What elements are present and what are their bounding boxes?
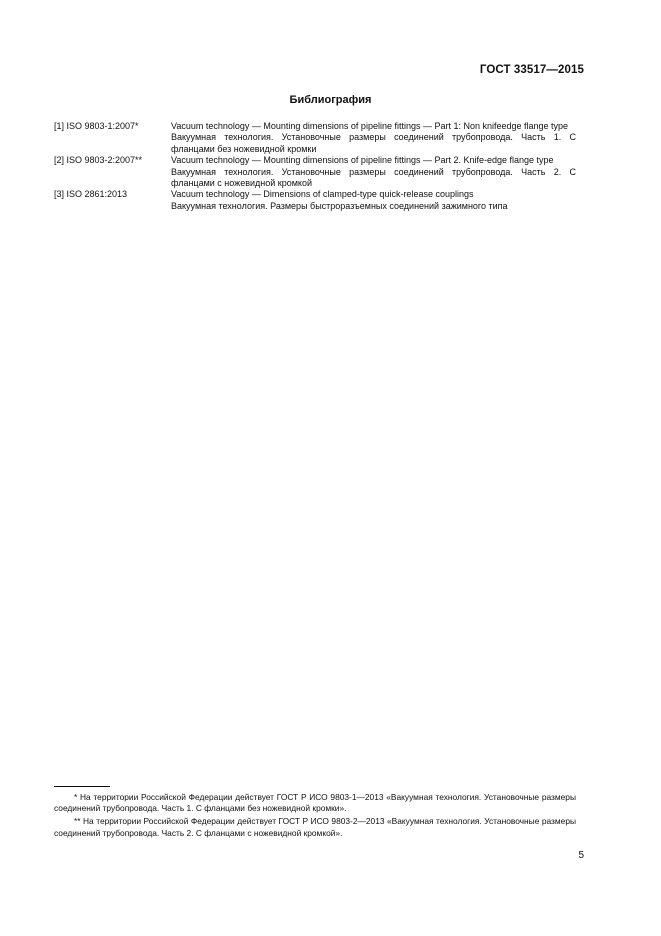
entry-title-russian: Вакуумная технология. Установочные размеры соединений трубопровода. Часть 2. С фланцами с ножевидной кромкой (171, 166, 576, 189)
entry-reference: [3] ISO 2861:2013 (54, 189, 128, 200)
entry-title-russian: Вакуумная технология. Размеры быстроразъемных соединений зажимного типа (171, 200, 508, 211)
entry-body (171, 121, 576, 155)
entry-reference: [2] ISO 9803-2:2007** (54, 155, 143, 166)
entry-reference: [1] ISO 9803-1:2007* (54, 121, 139, 131)
footnote-divider (54, 786, 110, 787)
page-number: 5 (578, 850, 584, 861)
document-code-header: ГОСТ 33517—2015 (479, 64, 584, 76)
entry-title-russian: Вакуумная технология. Установочные размеры соединений трубопровода. Часть 1. С фланцами без ножевидной кромки (171, 132, 576, 154)
entry-title-english: Vacuum technology — Mounting dimensions of pipeline fittings — Part 1: Non knifeedge flange type (171, 121, 569, 131)
entry-body (171, 189, 576, 212)
bibliography-entry (54, 155, 576, 189)
footnote: * На территории Российской Федерации действует ГОСТ Р ИСО 9803-1—2013 «Вакуумная технология. Установочные размеры соединений трубопровода. Часть 1. С фланцами без ножевидной кромки». (54, 792, 576, 814)
bibliography-list (54, 121, 576, 212)
footnotes (54, 792, 576, 841)
bibliography-entry (54, 189, 576, 212)
entry-title-english: Vacuum technology — Mounting dimensions of pipeline fittings — Part 2. Knife-edge flange type (171, 155, 554, 166)
entry-body (171, 155, 576, 189)
section-title: Библиография (289, 94, 372, 106)
bibliography-entry (54, 121, 576, 155)
footnote: ** На территории Российской Федерации действует ГОСТ Р ИСО 9803-2—2013 «Вакуумная технология. Установочные размеры соединений трубопровода. Часть 2. С фланцами с ножевидной кромкой». (54, 816, 576, 838)
entry-title-english: Vacuum technology — Dimensions of clamped-type quick-release couplings (171, 189, 474, 200)
